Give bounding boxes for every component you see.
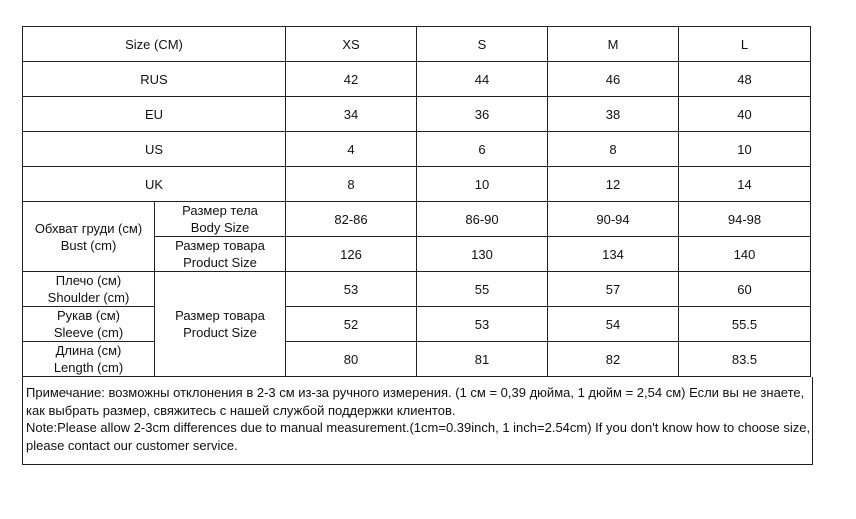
table-row [23,62,811,97]
table-row [23,202,811,237]
row-label-shoulder: Плечо (см) Shoulder (cm) [23,272,155,307]
header-size-s: S [417,27,548,62]
cell-value: 90-94 [548,202,679,237]
cell-value: 46 [548,62,679,97]
cell-value: 55.5 [679,307,811,342]
header-size-m: M [548,27,679,62]
cell-value: 38 [548,97,679,132]
cell-value: 34 [286,97,417,132]
cell-value: 48 [679,62,811,97]
cell-value: 40 [679,97,811,132]
row-label-eu: EU [23,97,286,132]
table-row [23,97,811,132]
cell-value: 134 [548,237,679,272]
cell-value: 82 [548,342,679,377]
cell-value: 54 [548,307,679,342]
measurement-note [22,377,813,465]
cell-value: 10 [417,167,548,202]
row-label-bust: Обхват груди (см) Bust (cm) [23,202,155,272]
cell-value: 8 [286,167,417,202]
row-label-rus: RUS [23,62,286,97]
cell-value: 4 [286,132,417,167]
cell-value: 12 [548,167,679,202]
table-row [23,307,811,342]
sublabel-product-size-group: Размер товара Product Size [155,272,286,377]
cell-value: 81 [417,342,548,377]
cell-value: 8 [548,132,679,167]
cell-value: 53 [286,272,417,307]
size-chart [22,26,810,465]
cell-value: 53 [417,307,548,342]
cell-value: 10 [679,132,811,167]
cell-value: 14 [679,167,811,202]
cell-value: 83.5 [679,342,811,377]
cell-value: 94-98 [679,202,811,237]
cell-value: 60 [679,272,811,307]
cell-value: 86-90 [417,202,548,237]
cell-value: 130 [417,237,548,272]
row-label-uk: UK [23,167,286,202]
cell-value: 55 [417,272,548,307]
header-size-l: L [679,27,811,62]
table-row [23,342,811,377]
cell-value: 36 [417,97,548,132]
cell-value: 42 [286,62,417,97]
note-russian: Примечание: возможны отклонения в 2-3 см из-за ручного измерения. (1 см = 0,39 дюйма, 1 дюйм = 2,54 см) Если вы не знаете, как выбрать размер, свяжитесь с нашей службой поддержки клиентов. [26,385,805,418]
sublabel-product-size: Размер товара Product Size [155,237,286,272]
sublabel-body-size: Размер тела Body Size [155,202,286,237]
header-size-xs: XS [286,27,417,62]
row-label-length: Длина (см) Length (cm) [23,342,155,377]
cell-value: 6 [417,132,548,167]
note-english: Note:Please allow 2-3cm differences due to manual measurement.(1cm=0.39inch, 1 inch=2.54cm) If you don't know how to choose size, please contact our customer service. [26,420,811,453]
size-table [22,26,811,377]
cell-value: 44 [417,62,548,97]
cell-value: 52 [286,307,417,342]
cell-value: 140 [679,237,811,272]
table-row [23,272,811,307]
cell-value: 126 [286,237,417,272]
row-label-us: US [23,132,286,167]
table-row [23,132,811,167]
table-row [23,167,811,202]
cell-value: 82-86 [286,202,417,237]
header-label: Size (CM) [23,27,286,62]
cell-value: 57 [548,272,679,307]
cell-value: 80 [286,342,417,377]
row-label-sleeve: Рукав (см) Sleeve (cm) [23,307,155,342]
header-row [23,27,811,62]
